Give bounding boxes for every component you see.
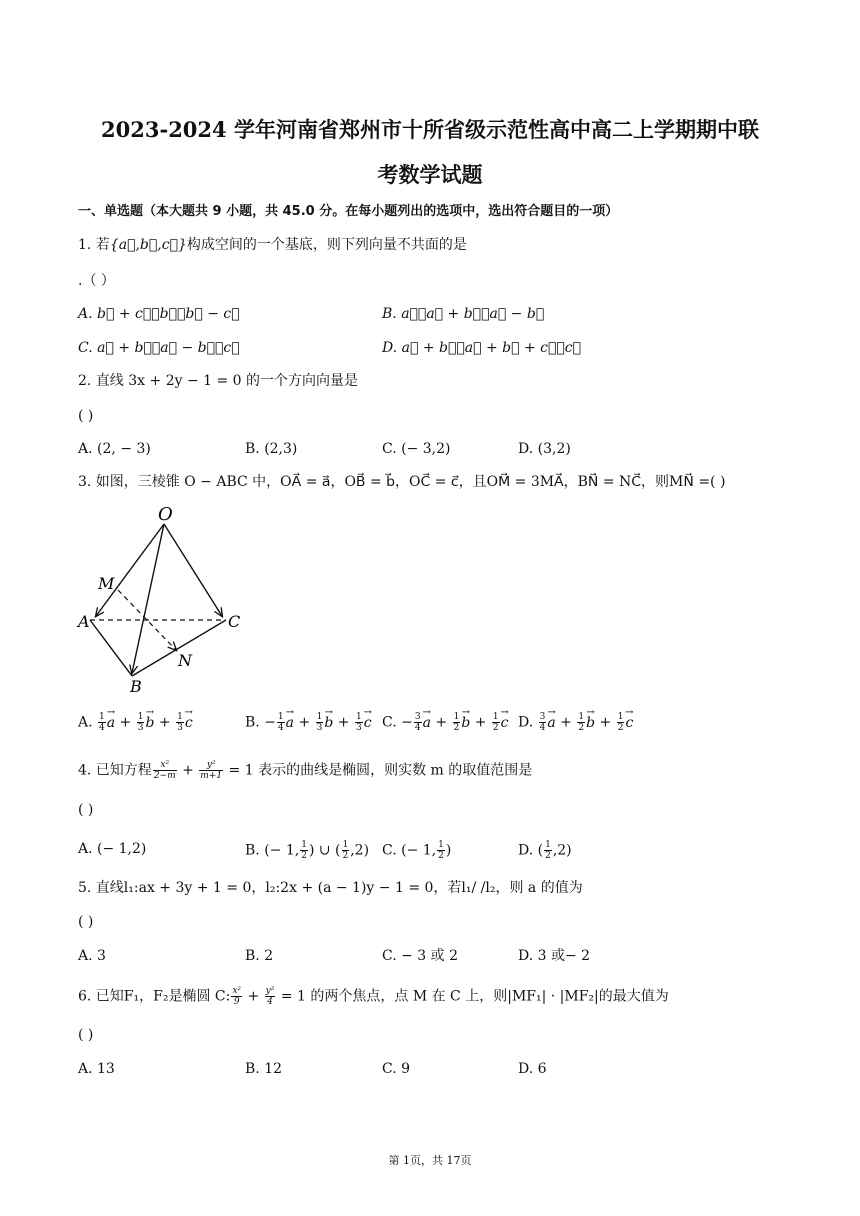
q6-option-d: D. 6 bbox=[518, 1061, 547, 1077]
edge-oc bbox=[164, 524, 222, 616]
q5-option-a: A. 3 bbox=[78, 948, 106, 964]
label-a: A bbox=[78, 612, 90, 631]
q3-stem: 3. 如图，三棱锥 O − ABC 中，OA⃗ = a⃗，OB⃗ = b⃗，OC⃗ = c⃗，且OM⃗ = 3MA⃗，BN⃗ = NC⃗，则MN⃗ =( ) bbox=[78, 474, 726, 490]
q3-option-a: A. $\frac{1}{4}$ → a + $\frac{1}{3}$ → b + $\frac{1}{3}$ → c bbox=[78, 712, 193, 733]
q1-option-a: A. b⃗ + c⃗，b⃗，b⃗ − c⃗ bbox=[78, 306, 240, 322]
q4-answer-paren: ( ) bbox=[78, 802, 94, 818]
q6-option-c: C. 9 bbox=[382, 1061, 411, 1077]
q2-stem: 2. 直线 3x + 2y − 1 = 0 的一个方向向量是 bbox=[78, 373, 359, 389]
q2-option-c: C. (− 3,2) bbox=[382, 441, 451, 457]
q6-option-a: A. 13 bbox=[78, 1061, 115, 1077]
tetrahedron-figure bbox=[72, 500, 252, 700]
q1-option-b: B. a⃗，a⃗ + b⃗，a⃗ − b⃗ bbox=[382, 306, 545, 322]
q5-option-d: D. 3 或− 2 bbox=[518, 948, 591, 964]
q5-option-b: B. 2 bbox=[245, 948, 274, 964]
label-o: O bbox=[158, 504, 173, 525]
exam-title-line2: 考数学试题 bbox=[377, 162, 483, 187]
q4-stem: 4. 已知方程 $\frac{\text{x²}}{2-m}$ + $\frac{\text{y²}}{m+1}$ = 1 表示的曲线是椭圆，则实数 m 的取值范围是 bbox=[78, 760, 533, 781]
label-m: M bbox=[98, 574, 115, 593]
q6-stem: 6. 已知F₁，F₂是椭圆 C: $\frac{\text{x²}}{9}$ + $\frac{\text{y²}}{4}$ = 1 的两个焦点，点 M 在 C 上，则|MF₁| · |MF₂|的最大值为 bbox=[78, 986, 669, 1007]
q1-option-d: D. a⃗ + b⃗，a⃗ + b⃗ + c⃗，c⃗ bbox=[382, 340, 582, 356]
exam-title-line1: 2023-2024 学年河南省郑州市十所省级示范性高中高二上学期期中联 bbox=[101, 117, 759, 142]
q1-prefix: 1. 若 bbox=[78, 237, 110, 253]
q4-option-c: C. (− 1, $\frac{1}{2}$ ) bbox=[382, 840, 452, 861]
q1-stem bbox=[78, 236, 467, 254]
q5-option-c: C. − 3 或 2 bbox=[382, 948, 459, 964]
q6-option-b: B. 12 bbox=[245, 1061, 283, 1077]
q3-option-c: C. − $\frac{3}{4}$ → a + $\frac{1}{2}$ → b + $\frac{1}{2}$ → c bbox=[382, 712, 509, 733]
q3-option-d: D. $\frac{3}{4}$ → a + $\frac{1}{2}$ → b + $\frac{1}{2}$ → c bbox=[518, 712, 633, 733]
q6-answer-paren: ( ) bbox=[78, 1027, 94, 1043]
q2-answer-paren: ( ) bbox=[78, 408, 94, 424]
label-n: N bbox=[178, 651, 192, 670]
label-b: B bbox=[130, 677, 142, 696]
q5-answer-paren: ( ) bbox=[78, 914, 94, 930]
q1-answer-paren: .（ ） bbox=[78, 273, 115, 289]
q2-option-d: D. (3,2) bbox=[518, 441, 571, 457]
q1-option-c: C. a⃗ + b⃗，a⃗ − b⃗，c⃗ bbox=[78, 340, 240, 356]
label-c: C bbox=[228, 612, 241, 631]
edge-ab bbox=[90, 620, 132, 676]
section-heading: 一、单选题（本大题共 9 小题，共 45.0 分。在每小题列出的选项中，选出符合题目的一项） bbox=[78, 204, 619, 219]
q1-text: 构成空间的一个基底，则下列向量不共面的是 bbox=[186, 237, 467, 253]
page-footer: 第 1页，共 17页 bbox=[388, 1154, 472, 1167]
q4-option-d: D. ( $\frac{1}{2}$ ,2) bbox=[518, 840, 572, 861]
q2-option-a: A. (2, − 3) bbox=[78, 441, 151, 457]
q1-basis-set: {a⃗,b⃗,c⃗} bbox=[109, 237, 187, 253]
q5-stem: 5. 直线l₁:ax + 3y + 1 = 0，l₂:2x + (a − 1)y − 1 = 0，若l₁/ /l₂，则 a 的值为 bbox=[78, 880, 583, 896]
q4-option-a: A. (− 1,2) bbox=[78, 841, 147, 857]
q2-option-b: B. (2,3) bbox=[245, 441, 298, 457]
q3-option-b: B. − $\frac{1}{4}$ → a + $\frac{1}{3}$ → b + $\frac{1}{3}$ → c bbox=[245, 712, 372, 733]
q4-option-b: B. (− 1, $\frac{1}{2}$ ) ∪ ( $\frac{1}{2}$ ,2) bbox=[245, 840, 370, 861]
